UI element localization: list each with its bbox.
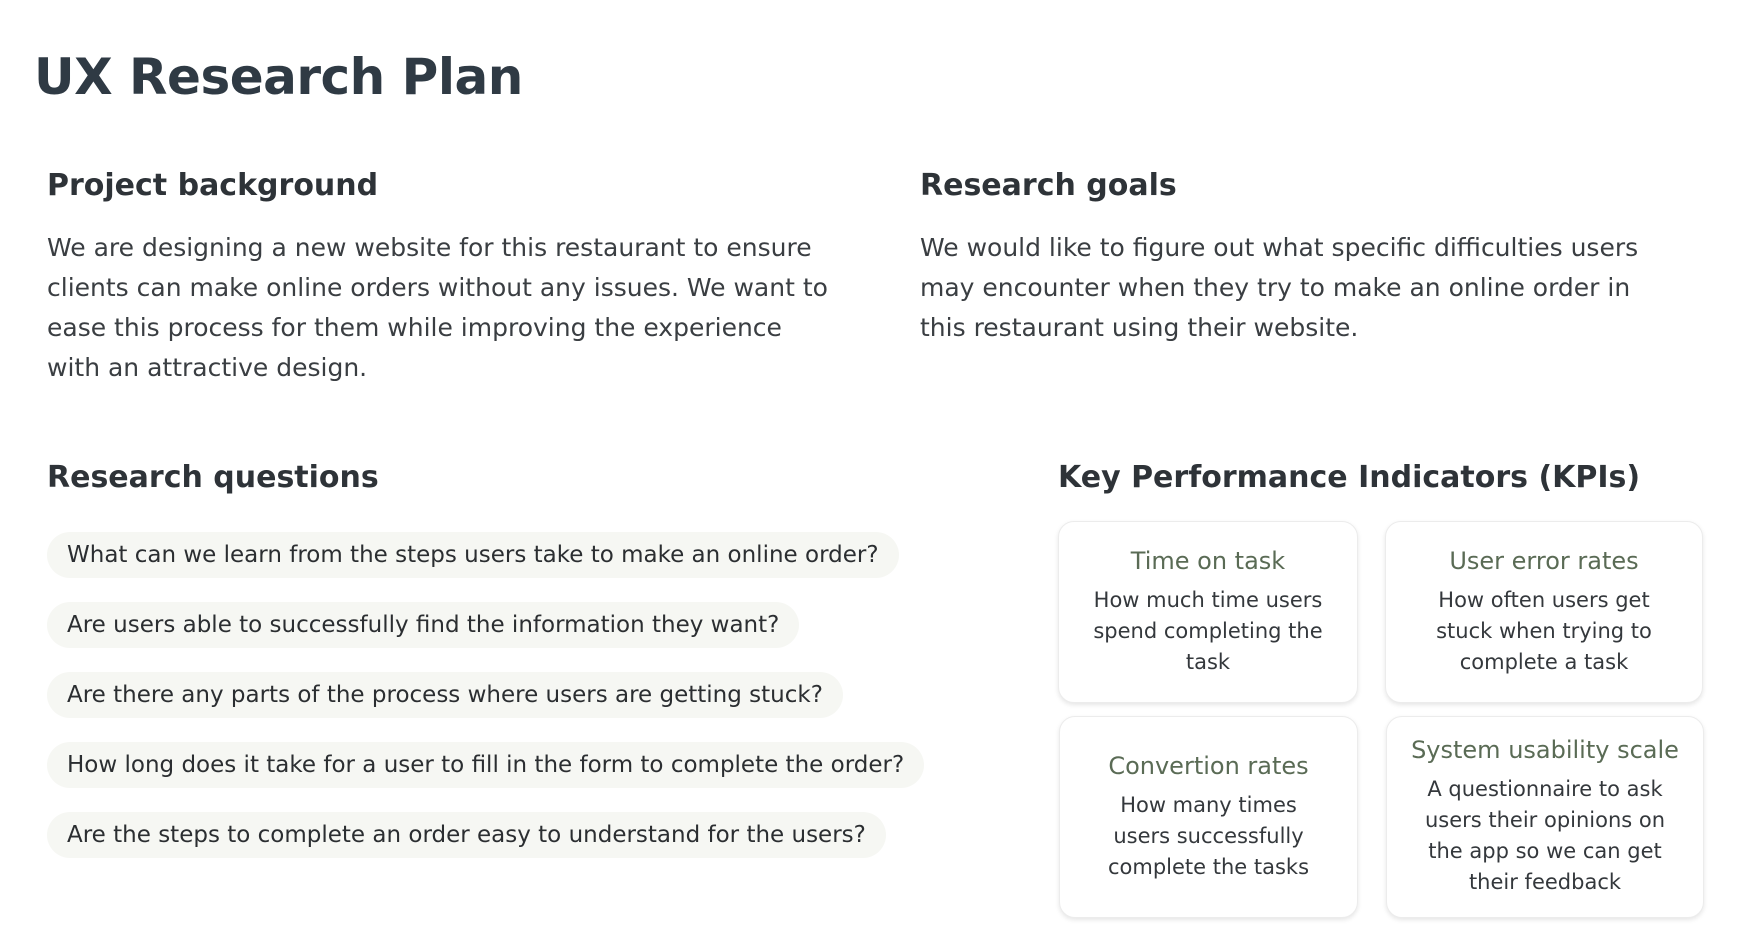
project-background-text: We are designing a new website for this restaurant to ensure clients can make online orders without any issues. We want to ease this process for them while improving the experience with an attractive design. [47,233,828,382]
page-title: UX Research Plan [34,48,523,106]
kpi-card-title: System usability scale [1411,736,1679,764]
kpi-card-description: A questionnaire to ask users their opinions on the app so we can get their feedback [1424,777,1666,894]
research-question-item: Are the steps to complete an order easy to understand for the users? [47,812,886,858]
kpi-card-system-usability-scale [1386,716,1704,918]
research-question-item: Are users able to successfully find the information they want? [47,602,799,648]
research-questions-heading: Research questions [47,460,379,495]
kpi-card-convertion-rates [1059,716,1358,918]
project-background-heading: Project background [47,168,379,203]
kpi-card-title: Time on task [1130,546,1286,575]
kpi-card-title: User error rates [1449,546,1639,575]
research-goals-heading: Research goals [920,168,1177,203]
kpi-heading: Key Performance Indicators (KPIs) [1058,460,1641,495]
research-question-item: Are there any parts of the process where users are getting stuck? [47,672,843,718]
research-goals-text: We would like to figure out what specific difficulties users may encounter when they try to make an online order in this restaurant using their website. [920,233,1639,342]
kpi-card-title: Convertion rates [1108,751,1309,780]
kpi-card-description: How many times users successfully complete the tasks [1107,792,1310,879]
kpi-card-time-on-task [1058,521,1358,703]
kpi-card-description: How often users get stuck when trying to complete a task [1436,587,1652,674]
research-question-item: How long does it take for a user to fill in the form to complete the order? [47,742,924,788]
research-questions-list [47,532,924,882]
kpi-card-user-error-rates [1385,521,1703,703]
kpi-card-description: How much time users spend completing the task [1093,587,1323,674]
research-question-item: What can we learn from the steps users take to make an online order? [47,532,899,578]
